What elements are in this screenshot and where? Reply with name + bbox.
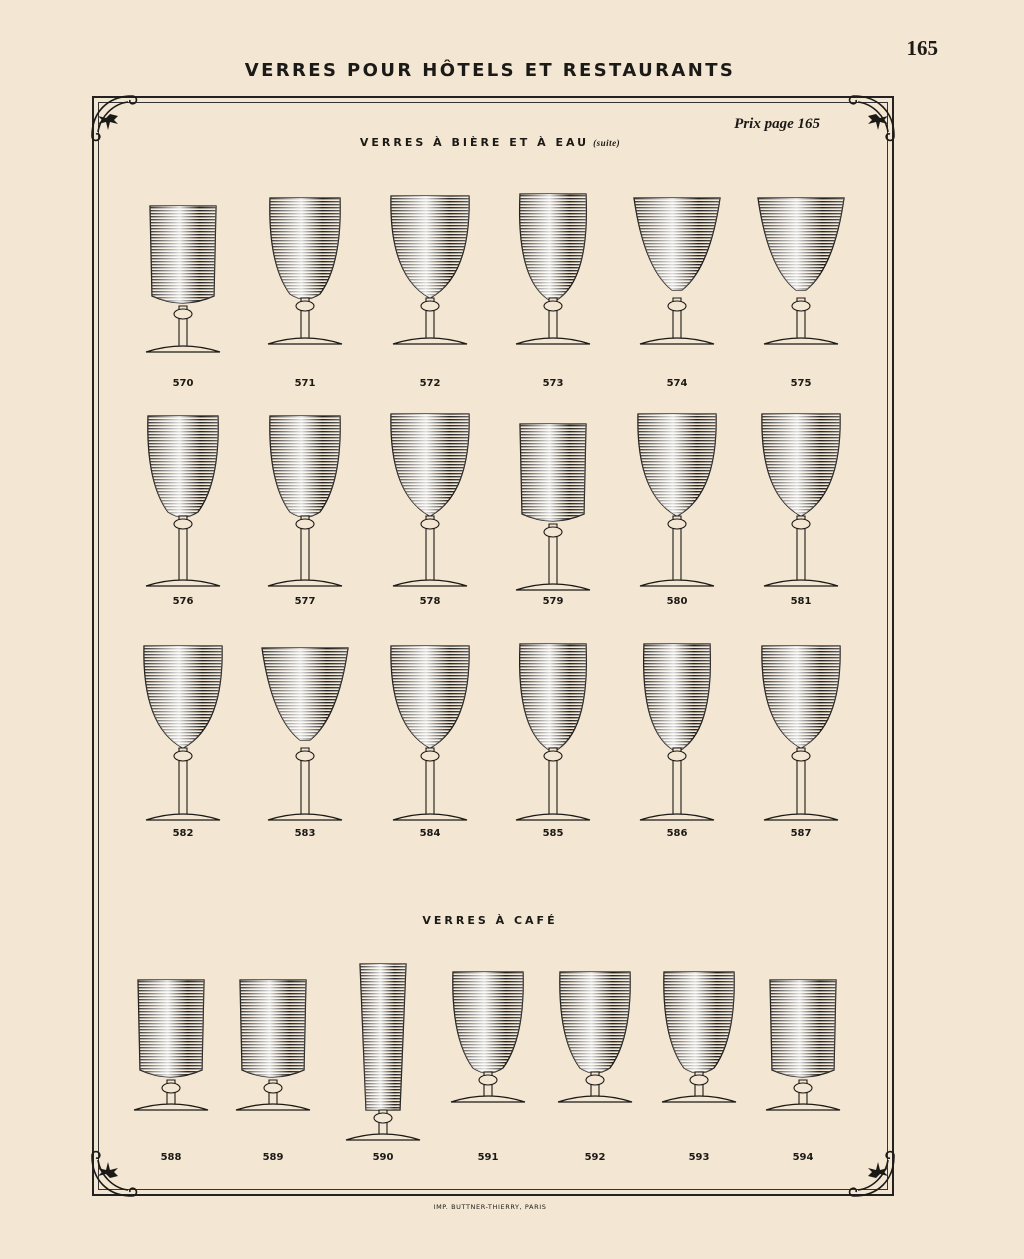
section-title-coffee: [0, 914, 980, 927]
glass-item-571: [250, 186, 360, 396]
glass-number: 582: [172, 828, 194, 839]
glass-item-574: [622, 186, 732, 396]
glass-number: 573: [542, 378, 564, 389]
glass-item-588: [116, 960, 226, 1170]
glass-item-583: [250, 636, 360, 846]
glass-number: 589: [262, 1152, 284, 1163]
glass-number: 583: [294, 828, 316, 839]
glass-item-581: [746, 404, 856, 614]
glass-item-582: [128, 636, 238, 846]
glass-illustration: [498, 186, 608, 376]
glass-illustration: [644, 960, 754, 1150]
glass-illustration: [218, 960, 328, 1150]
glass-number: 580: [666, 596, 688, 607]
glass-number: 570: [172, 378, 194, 389]
glass-illustration: [498, 404, 608, 594]
glass-number: 592: [584, 1152, 606, 1163]
glass-item-572: [375, 186, 485, 396]
glass-number: 578: [419, 596, 441, 607]
glass-item-570: [128, 186, 238, 396]
glass-item-592: [540, 960, 650, 1170]
glass-item-576: [128, 404, 238, 614]
page-title: VERRES POUR HÔTELS ET RESTAURANTS: [244, 60, 736, 81]
glass-number: 593: [688, 1152, 710, 1163]
glass-illustration: [375, 186, 485, 376]
glass-number: 579: [542, 596, 564, 607]
glass-illustration: [622, 404, 732, 594]
glass-item-575: [746, 186, 856, 396]
glass-item-590: [328, 960, 438, 1170]
section-note: (suite): [593, 138, 621, 148]
glass-number: 574: [666, 378, 688, 389]
glass-item-573: [498, 186, 608, 396]
glass-number: 577: [294, 596, 316, 607]
glass-number: 586: [666, 828, 688, 839]
glass-number: 575: [790, 378, 812, 389]
glass-illustration: [250, 186, 360, 376]
glass-illustration: [328, 960, 438, 1150]
glass-illustration: [746, 186, 856, 376]
glass-illustration: [746, 404, 856, 594]
glass-item-587: [746, 636, 856, 846]
glass-item-591: [433, 960, 543, 1170]
glass-item-585: [498, 636, 608, 846]
glass-number: 587: [790, 828, 812, 839]
section-title-beer-water: [0, 136, 980, 149]
glass-item-579: [498, 404, 608, 614]
glass-number: 584: [419, 828, 441, 839]
glass-item-589: [218, 960, 328, 1170]
glass-number: 571: [294, 378, 316, 389]
price-reference: Prix page 165: [734, 116, 820, 132]
glass-illustration: [746, 636, 856, 826]
glass-number: 576: [172, 596, 194, 607]
glass-item-578: [375, 404, 485, 614]
glass-illustration: [128, 636, 238, 826]
glass-illustration: [540, 960, 650, 1150]
section-title-text: VERRES À CAFÉ: [422, 914, 558, 927]
glass-item-594: [748, 960, 858, 1170]
glass-illustration: [748, 960, 858, 1150]
glass-illustration: [128, 186, 238, 376]
glass-illustration: [498, 636, 608, 826]
glass-number: 585: [542, 828, 564, 839]
glass-number: 591: [477, 1152, 499, 1163]
section-title-text: VERRES À BIÈRE ET À EAU: [359, 136, 590, 149]
glass-illustration: [250, 636, 360, 826]
glass-illustration: [375, 636, 485, 826]
glass-number: 594: [792, 1152, 814, 1163]
glass-illustration: [622, 186, 732, 376]
glass-item-584: [375, 636, 485, 846]
glass-number: 590: [372, 1152, 394, 1163]
glass-item-580: [622, 404, 732, 614]
glass-illustration: [622, 636, 732, 826]
glass-number: 581: [790, 596, 812, 607]
glass-illustration: [375, 404, 485, 594]
glass-item-586: [622, 636, 732, 846]
glass-number: 588: [160, 1152, 182, 1163]
page-number: 165: [906, 36, 938, 60]
glass-illustration: [128, 404, 238, 594]
glass-number: 572: [419, 378, 441, 389]
glass-item-577: [250, 404, 360, 614]
glass-item-593: [644, 960, 754, 1170]
glass-illustration: [433, 960, 543, 1150]
printer-imprint: IMP. BUTTNER-THIERRY, PARIS: [433, 1203, 547, 1211]
glass-illustration: [250, 404, 360, 594]
glass-illustration: [116, 960, 226, 1150]
